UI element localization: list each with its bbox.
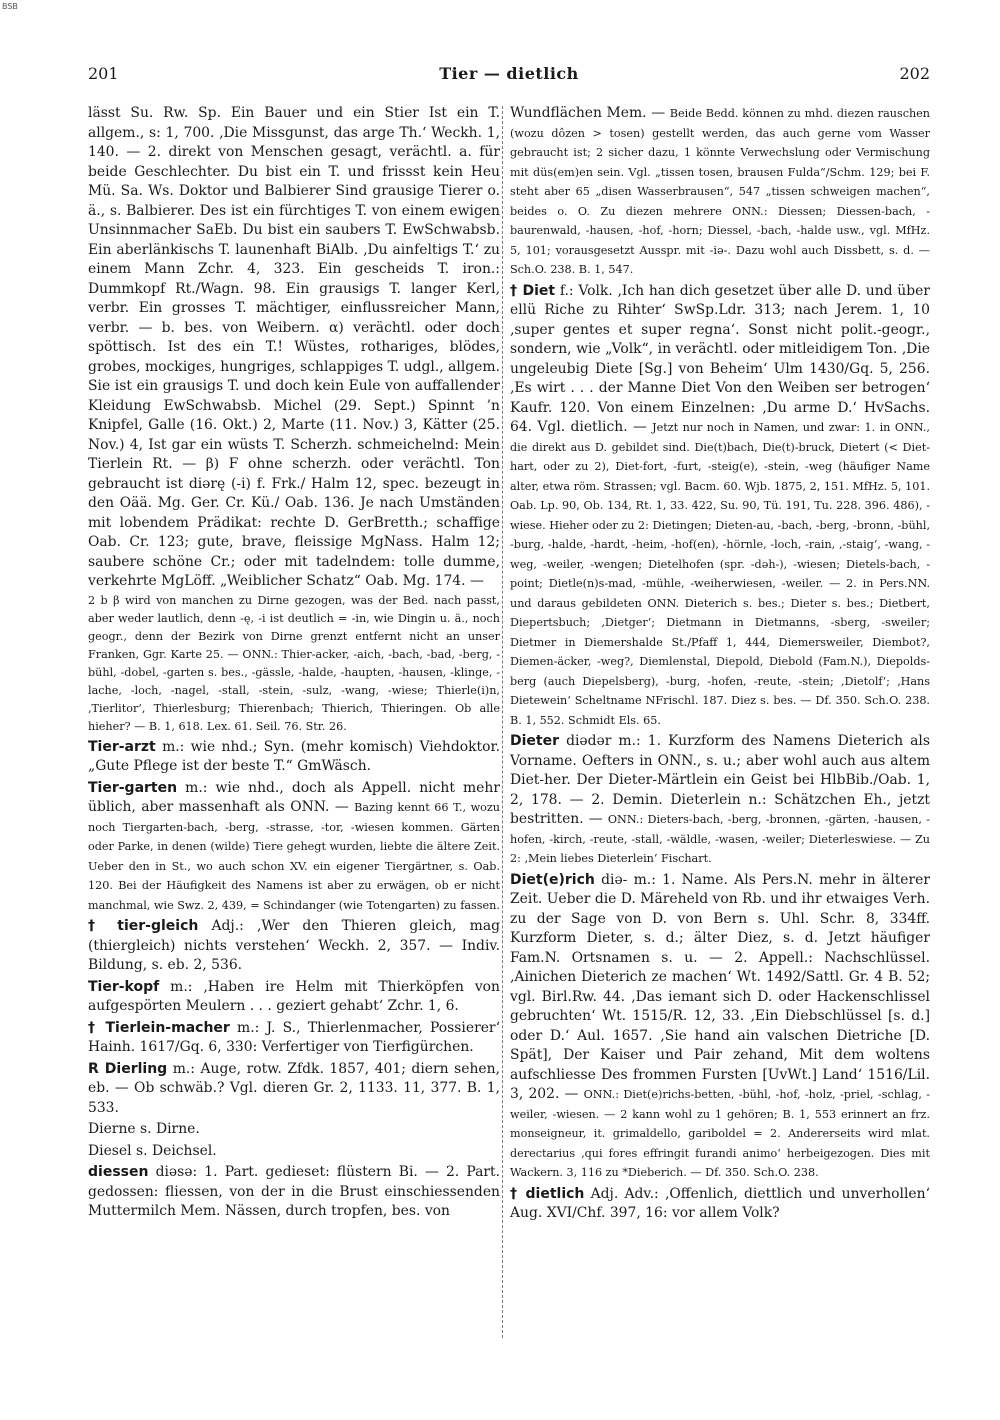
entry-note: Beide Bedd. können zu mhd. diezen rauschen (wozu dôzen > tosen) gestellt werden, das auch gerne vom Wasser gebraucht ist; 2 sicher dazu, 1 könnte Verwechslung oder Vermischung mit düs(em)en sein. Vgl. „tissen tosen, brausen Fulda“/Schm. 129; bei F. steht aber 65 „disen Wasserbrausen“, 547 „tissen schweigen machen“, beides o. O. Zu diezen mehrere ONN.: Diessen; Diessen-bach, -baurenwald, -hausen, -hof, -horn; Diessel, -bach, -halde usw., vgl. MfHz. 5, 101; vorausgesetzt Ausspr. mit -iə-. Dazu wohl auch Dissbett, s. d. — Sch.O. 238. B. 1, 547. xyxy=(510,107,930,276)
running-title: Tier — dietlich xyxy=(439,64,579,83)
lemma: Dieter xyxy=(510,733,560,749)
lemma: † tier-gleich xyxy=(88,918,199,934)
entry-tier-garten xyxy=(88,779,500,916)
entry-dieter xyxy=(510,732,930,869)
column-divider xyxy=(502,106,503,1338)
lemma: Tier-kopf xyxy=(88,978,160,995)
entry-body: Adj.: ‚Wer den Thieren gleich, mag (thiergleich) nichts verstehen‘ Weckh. 2, 357. — Indiv. Bildung, s. eb. 2, 536. xyxy=(88,918,500,973)
entry-note: Bazing kennt 66 T., wozu noch Tiergarten-bach, -berg, -strasse, -tor, -wiesen kommen. Gärten oder Parke, in denen (wilde) Tiere gehegt wurden, liebte die ältere Zeit. Ueber den in St., wo auch schon XV. ein eigener Tiergärtner, s. Oab. 120. Bei der Häufigkeit des Namens ist aber zu erwägen, ob er nicht manchmal, wie Swz. 2, 439, = Schindanger (wie Totengarten) zu fassen. xyxy=(88,801,500,912)
lemma: Tier-arzt xyxy=(88,738,156,755)
page-number-left: 201 xyxy=(88,64,119,83)
running-header xyxy=(88,64,930,86)
entry-body: Adj. Adv.: ‚Offenlich, diettlich und unverhollen‘ Aug. XVI/Chf. 397, 16: vor allem Volk? xyxy=(510,1185,930,1221)
entry-diesel: Diesel s. Deichsel. xyxy=(88,1142,217,1159)
entry-body: f.: Volk. ‚Ich han dich gesetzet über alle D. und über ellü Riche zu Rihter‘ SwSp.Ldr. 313; nach Jerem. 1, 10 ‚super gentes et super regna‘. Sonst nicht polit.-geogr., sondern, wie „Volk“, in verächtl. oder mitleidigem Ton. ‚Die ungeleubig Diete [Sg.] von Beheim‘ Ulm 1430/Gq. 5, 256. ‚Es wirt . . . der Manne Diet Von den Weiben ser betrogen‘ Kaufr. 120. Von einem Einzelnen: ‚Du arme D.‘ HvSachs. 64. Vgl. dietlich. — xyxy=(510,282,930,435)
tier-note: 2 b β wird von manchen zu Dirne gezogen, was der Bed. nach passt, aber weder lautlich, denn -ę, -i ist deutlich = -in, wie Dingin u. ä., noch geogr., denn der Bezirk von Dirne grenzt entfernt nicht an unser Franken, Ggr. Karte 25. — ONN.: Thier-acker, -aich, -bach, -bad, -berg, -bühl, -dobel, -garten s. bes., -gässle, -halde, -haupten, -hausen, -klinge, -lache, -loch, -nagel, -stall, -stein, -sulz, -wang, -wiese; Thierle(i)n, ‚Tierlitor‘, Thierlesburg; Thierenbach; Thierich, Thieringen. Ob alle hieher? — B. 1, 618. Lex. 61. Seil. 76. Str. 26. xyxy=(88,593,500,733)
lemma: Diet(e)rich xyxy=(510,871,595,888)
right-column xyxy=(510,104,930,1344)
entry-body: diədər m.: 1. Kurzform des Namens Dieterich als Vorname. Oefters in ONN., s. u.; aber wohl auch aus altem Diet-her. Der Dieter-Märtlein ein Geist bei HlbBib./Oab. 1, 2, 178. — 2. Demin. Dieterlein n.: Schätzchen Eh., jetzt bestritten. — xyxy=(510,733,930,827)
lemma: Tier-garten xyxy=(88,779,178,796)
entry-note: ONN.: Dieters-bach, -berg, -bronnen, -gärten, -hausen, -hofen, -kirch, -reute, -stall, -wäldle, -wasen, -weiler; Dieterleswiese. — Zu 2: ‚Mein liebes Dieterlein‘ Fischart. xyxy=(510,813,930,865)
library-watermark: BSB xyxy=(2,2,18,11)
entry-body: diəsə: 1. Part. gedieset: flüstern Bi. — 2. Part. gedossen: fliessen, von der in die Brust einschiessenden Muttermilch Mem. Nässen, durch tropfen, bes. von xyxy=(88,1164,500,1219)
entry-diessen xyxy=(88,1163,500,1222)
entry-dietrich xyxy=(510,871,930,1183)
entry-tier-gleich xyxy=(88,917,500,976)
entry-dietlich xyxy=(510,1185,930,1224)
lemma: † Tierlein-macher xyxy=(88,1019,230,1036)
entry-note: ONN.: Diet(e)richs-betten, -bühl, -hof, -holz, -priel, -schlag, -weiler, -wiesen. — 2 kann wohl zu 1 gehören; B. 1, 553 erinnert an frz. monseigneur, it. grimaldello, gariboldel = 2. Andererseits wird mlat. derectarius ‚qui fores effringit furandi animo‘ herbeigezogen. Dies mit Wackern. 3, 116 zu *Dieberich. — Df. 350. Sch.O. 238. xyxy=(510,1088,930,1179)
entry-body: m.: wie nhd., doch als Appell. nicht mehr üblich, aber massenhaft als ONN. — xyxy=(88,779,500,815)
page-number-right: 202 xyxy=(899,64,930,83)
left-column xyxy=(88,104,500,1344)
entry-body: diə- m.: 1. Name. Als Pers.N. mehr in älterer Zeit. Ueber die D. Märeheld von Rb. und ihr etwaiges Verh. zu der Sage von D. von Bern s. Uhl. Schr. 8, 334ff. Kurzform Dieter, s. d.; älter Diez, s. d. Jetzt häufiger Fam.N. Ortsnamen s. u. — 2. Appell.: Nachschlüssel. ‚Ainichen Dieterich ze machen‘ Wt. 1492/Sattl. Gr. 4 B. 52; vgl. Birl.Rw. 44. ‚Das iemant sich D. oder Hackenschlissel gebruchten‘ Wt. 1515/R. 12, 33. ‚Ein Diebschlüssel [s. d.] oder D.‘ Aul. 1657. ‚Sie hand ain valschen Dietriche [D. Spät], Der Kaiser und Pair zehand, Mit dem woltens aufschliesse Des frommen Fursten [UvWt.] Land‘ 1516/Lil. 3, 202. — xyxy=(510,871,930,1102)
entry-dierling xyxy=(88,1060,500,1119)
entry-tier-arzt xyxy=(88,738,500,777)
entry-body: m.: ‚Haben ire Helm mit Thierköpfen von aufgespörten Meulern . . . geziert gehabt‘ Zchr. 1, 6. xyxy=(88,978,500,1014)
diessen-continuation xyxy=(510,104,930,280)
entry-diet xyxy=(510,282,930,731)
entry-note: Jetzt nur noch in Namen, und zwar: 1. in ONN., die direkt aus D. gebildet sind. Die(t)bach, Die(t)-bruck, Dietert (< Diet-hart, oder zu 2), Diet-fort, -furt, -steig(e), -stein, -weg (häufiger Name alter, etwa röm. Strassen; vgl. Bacm. 60. Wjb. 1875, 2, 151. MfHz. 5, 101. Oab. Lp. 90, Ob. 134, Rt. 1, 33. 422, Su. 90, Tü. 191, Tu. 228. 396. 486), -wiese. Hieher oder zu 2: Dietingen; Dieten-au, -bach, -berg, -bronn, -bühl, -burg, -halde, -hardt, -heim, -hof(en), -hörnle, -loch, -rain, ‚-staig‘, -wang, -weg, -weiler, -wengen; Dietelhofen (spr. -dəh-), -wiesen; Dietels-bach, -point; Dietle(n)s-mad, -mühle, -weiherwiesen, -weiler. — 2. in Pers.NN. und daraus gebildeten ONN. Dieterich s. bes.; Dieter s. bes.; Dietbert, Diepertsbuch; ‚Dietger‘; Dietmann in Dietmanns, -sberg, -sweiler; Dietmer in Diemershalde St./Pfaff 1, 444, Diemersweiler, Diembot?, Diemen-äcker, -weg?, Diemlenstal, Diepold, Diebold (Fam.N.), Diepolds-berg (auch Diepelsberg), -burg, -hofen, -reute, -stein; ‚Dietolf‘; ‚Hans Dietewein‘ Scheltname NFrischl. 187. Diez s. bes. — Df. 350. Sch.O. 238. B. 1, 552. Schmidt Els. 65. xyxy=(510,421,930,727)
tier-continuation: lässt Su. Rw. Sp. Ein Bauer und ein Stier Ist ein T. allgem., s: 1, 700. ‚Die Missgunst, das arge Th.‘ Weckh. 1, 140. — 2. direkt von Menschen gesagt, verächtl. a. für beide Geschlechter. Du bist ein T. und frissst kein Heu Mü. Sa. Ws. Doktor und Balbierer Sind grausige Tierer o. ä., s. Balbierer. Des ist ein fürchtiges T. von einem ewigen Unsinnmacher SaEb. Du bist ein saubers T. EwSchwabsb. Ein aberlänkischs T. launenhaft BiAlb. ‚Du ainfeltigs T.‘ zu einem Mann Zchr. 4, 323. Ein gescheids T. iron.: Dummkopf Rt./Wagn. 98. Ein grausigs T. langer Kerl, verbr. Ein grosses T. mächtiger, einflussreicher Mann, verbr. — b. bes. von Weibern. α) verächtl. oder doch spöttisch. Ist des ein T.! Wüstes, rothariges, blödes, grobes, mockiges, hungriges, schlappiges T. udgl., allgem. Sie ist ein grausigs T. und doch kein Eule von auffallender Kleidung EwSchwabsb. Michel (29. Sept.) Spinnt ’n Knipfel, Galle (16. Okt.) 2, Marte (11. Nov.) 3, Kätter (25. Nov.) 4, Ist gar ein wüsts T. Scherzh. schmeichelnd: Mein Tierlein Rt. — β) F ohne scherzh. oder verächtl. Ton gebraucht ist diərę (-i) f. Frk./ Halm 12, spec. bezeugt in den Oää. Mg. Ger. Cr. Kü./ Oab. 136. Je nach Umständen mit lobendem Prädikat: rechte D. GerBretth.; schaffige Oab. Cr. 123; gute, brave, fleissige MgNass. Halm 12; saubere schöne Cr.; oder mit tadelndem: tolle dumme, verkehrte MgLöff. „Weiblicher Schatz“ Oab. Mg. 174. — xyxy=(88,105,500,589)
entry-body: Wundflächen Mem. — xyxy=(510,105,666,121)
lemma: † Diet xyxy=(510,282,556,299)
entry-body: m.: Auge, rotw. Zfdk. 1857, 401; diern sehen, eb. — Ob schwäb.? Vgl. dieren Gr. 2, 1133. 11, 377. B. 1, 533. xyxy=(88,1060,500,1116)
entry-body: m.: wie nhd.; Syn. (mehr komisch) Viehdoktor. „Gute Pflege ist der beste T.“ GmWäsch. xyxy=(88,738,500,774)
entry-tier-kopf xyxy=(88,978,500,1017)
lemma: † dietlich xyxy=(510,1185,585,1202)
entry-tierlein-macher xyxy=(88,1019,500,1058)
lemma: R Dierling xyxy=(88,1060,168,1077)
lemma: diessen xyxy=(88,1164,149,1180)
entry-body: m.: J. S., Thierlenmacher, Possierer‘ Hainh. 1617/Gq. 6, 330: Verfertiger von Tierfigürchen. xyxy=(88,1019,500,1055)
entry-dierne: Dierne s. Dirne. xyxy=(88,1121,200,1137)
